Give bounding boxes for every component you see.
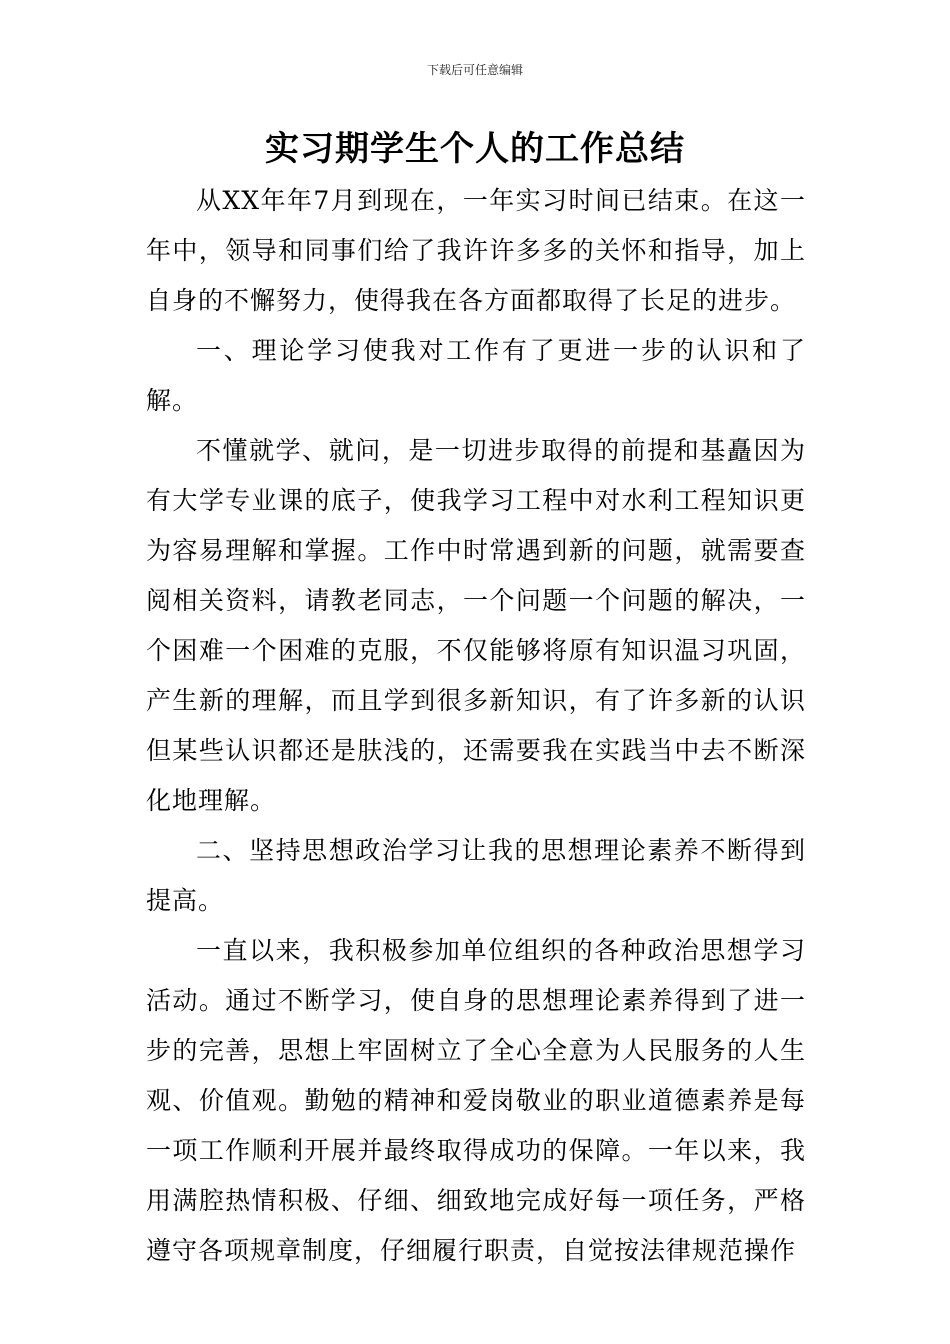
paragraph-political-study: 一直以来，我积极参加单位组织的各种政治思想学习活动。通过不断学习，使自身的思想理论素养得到了进一步的完善，思想上牢固树立了全心全意为人民服务的人生观、价值观。勤勉的精神和爱岗敬业的职业道德素养是每一项工作顺利开展并最终取得成功的保障。一年以来，我用满腔热情积极、仔细、细致地完成好每一项任务，严格遵守各项规章制度，仔细履行职责，自觉按法律规范操作 bbox=[146, 936, 806, 1265]
section-heading-2: 二、坚持思想政治学习让我的思想理论素养不断得到提高。 bbox=[146, 836, 806, 915]
document-body bbox=[146, 176, 806, 1276]
paragraph-intro: 从XX年年7月到现在，一年实习时间已结束。在这一年中，领导和同事们给了我许许多多的关怀和指导，加上自身的不懈努力，使得我在各方面都取得了长足的进步。 bbox=[146, 186, 806, 315]
paragraph-theory-study: 不懂就学、就问，是一切进步取得的前提和基矗因为有大学专业课的底子，使我学习工程中对水利工程知识更为容易理解和掌握。工作中时常遇到新的问题，就需要查阅相关资料，请教老同志，一个问题一个问题的解决，一个困难一个困难的克服，不仅能够将原有知识温习巩固，产生新的理解，而且学到很多新知识，有了许多新的认识但某些认识都还是肤浅的，还需要我在实践当中去不断深化地理解。 bbox=[146, 436, 806, 815]
header-note: 下载后可任意编辑 bbox=[426, 63, 523, 77]
section-heading-1: 一、理论学习使我对工作有了更进一步的认识和了解。 bbox=[146, 336, 806, 415]
document-title: 实习期学生个人的工作总结 bbox=[265, 129, 685, 169]
